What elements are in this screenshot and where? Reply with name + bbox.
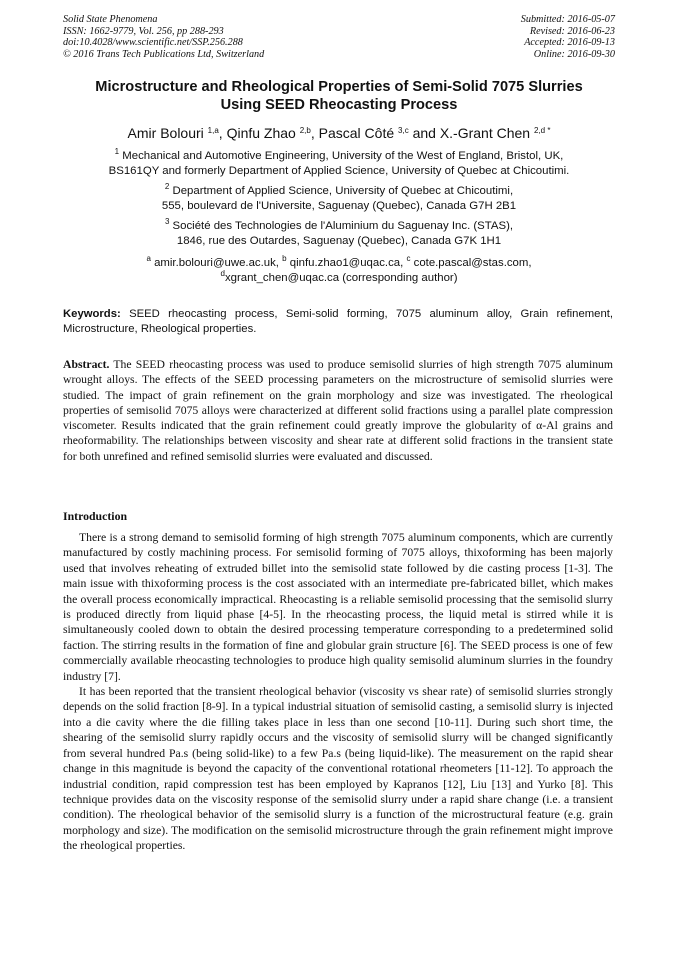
author-affiliation-mark: 1,a (207, 126, 219, 135)
issn-volume-pages: ISSN: 1662-9779, Vol. 256, pp 288-293 (63, 25, 224, 37)
affiliation-1 (40, 149, 638, 179)
online-date: Online: 2016-09-30 (533, 48, 615, 60)
keywords (63, 307, 613, 336)
affiliation-text: 1846, rue des Outardes, Saguenay (Quebec), Canada G7K 1H1 (176, 234, 502, 247)
affiliation-3 (40, 219, 638, 249)
journal-name: Solid State Phenomena (63, 14, 158, 25)
email-address: cote.pascal@stas.com, (410, 257, 532, 269)
author-affiliation-mark: 3,c (398, 126, 409, 135)
journal-header-right (521, 14, 615, 60)
revised-date: Revised: 2016-06-23 (529, 25, 615, 37)
section-heading-introduction: Introduction (63, 509, 128, 523)
author-name: Pascal Côté (318, 125, 395, 141)
email-mark: d (220, 268, 225, 278)
journal-header-left (63, 14, 264, 60)
author-emails (40, 256, 638, 286)
affiliation-number: 2 (164, 182, 170, 191)
affiliation-text: Department of Applied Science, University of Quebec at Chicoutimi, (169, 185, 514, 197)
paragraph: There is a strong demand to semisolid forming of high strength 7075 aluminum components, which are currently manufactured by costly machining process. For semisolid forming of 7075 alloys, thixoforming has been majorly used that involves reheating of extruded billet into the semisolid state followed by die casting process [1-3]. The main issue with thixoforming process is the cost associated with an intermediate pre-fabricated billet, which makes the overall process economically impractical. Rheocasting is a reliable semisolid processing that the semisolid slurry is produced directly from liquid phase [4-5]. In the rheocasting process, the liquid metal is stirred while it is simultaneously cooled down to obtain the desired processing temperature corresponding to a predetermined solid faction. The stirring results in the formation of fine and globular grain structure [6]. The SEED process is one of few commercially available rheocasting technologies to produce high quality semisolid aluminum slurries in the foundry industry [7]. (63, 531, 613, 683)
abstract-label: Abstract. (63, 358, 110, 371)
title-line-2: Using SEED Rheocasting Process (220, 97, 458, 113)
affiliation-text: 555, boulevard de l'Universite, Saguenay (Quebec), Canada G7H 2B1 (161, 199, 517, 212)
author-affiliation-mark: 2,b (299, 126, 311, 135)
email-mark: a (146, 254, 151, 263)
keywords-label: Keywords: (63, 308, 121, 320)
doi: doi:10.4028/www.scientific.net/SSP.256.288 (63, 37, 243, 49)
author-separator: , (218, 125, 227, 141)
author-name: Qinfu Zhao (226, 125, 296, 141)
affiliation-2 (40, 184, 638, 214)
paper-title (40, 78, 638, 114)
author-list (20, 124, 658, 142)
copyright: © 2016 Trans Tech Publications Ltd, Switzerland (63, 48, 265, 60)
paragraph: It has been reported that the transient rheological behavior (viscosity vs shear rate) of semisolid slurries strongly depends on the solid fraction [8-9]. In a typical industrial situation of semisolid casting, a semisolid slurry is injected into a die cavity where the die filling takes place in less than one second [10-11]. During such short time, the shearing of the semisolid slurry rapidly occurs and the viscosity of semisolid slurry will be changed significantly from several hundred Pa.s (being solid-like) to a few Pa.s (being liquid-like). The measurement on the rapid shear change in this magnitude is beyond the capacity of the conventional rotational rheometers [11-12]. To approach the industrial condition, rapid compression test has been employed by Kapranos [12], Liu [13] and Yurko [8]. This technique provides data on the viscosity response of the semisolid slurry under a rapid share change (i.e. a transient condition). The rheological behavior of the semisolid slurry is a function of the microstructural feature (e.g. grain morphology and size). The modification on the semisolid microstructure through the grain refinement might improve the rheological properties. (63, 685, 613, 853)
email-address: amir.bolouri@uwe.ac.uk, (150, 257, 283, 269)
email-mark: b (282, 254, 287, 263)
affiliation-number: 1 (114, 147, 120, 156)
introduction-body (63, 530, 613, 854)
email-address: xgrant_chen@uqac.ca (corresponding author) (224, 271, 458, 284)
author-name: Amir Bolouri (127, 125, 204, 141)
abstract (63, 357, 613, 464)
author-separator: , (310, 125, 319, 141)
affiliation-text: Société des Technologies de l'Aluminium du Saguenay Inc. (STAS), (169, 220, 514, 232)
abstract-text: The SEED rheocasting process was used to produce semisolid slurries of high strength 7075 aluminum wrought alloys. The effects of the SEED processing parameters on the microstructure of semisolid slurries were studied. The impact of grain refinement on the grain morphology and size was investigated. The rheological properties of semisolid 7075 alloys were characterized at different solid fractions using a parallel plate compression viscometer. Results indicated that the grain refinement could greatly improve the globularity of α-Al grains and rheoformability. The relationships between viscosity and shear rate at different solid fractions in the transient state for both unrefined and refined semisolid slurries were evaluated and discussed. (63, 358, 613, 463)
submitted-date: Submitted: 2016-05-07 (520, 14, 615, 25)
keywords-text: SEED rheocasting process, Semi-solid forming, 7075 aluminum alloy, Grain refinement, Microstructure, Rheological properties. (63, 308, 613, 335)
affiliation-text: BS161QY and formerly Department of Applied Science, University of Quebec at Chicoutimi. (108, 164, 570, 177)
author-name: X.-Grant Chen (439, 125, 531, 141)
title-line-1: Microstructure and Rheological Properties of Semi-Solid 7075 Slurries (95, 79, 583, 95)
email-mark: c (406, 254, 411, 263)
affiliation-number: 3 (164, 217, 170, 226)
author-separator: and (408, 125, 440, 141)
accepted-date: Accepted: 2016-09-13 (524, 37, 615, 49)
affiliation-text: Mechanical and Automotive Engineering, University of the West of England, Bristol, UK, (119, 150, 564, 162)
email-address: qinfu.zhao1@uqac.ca, (286, 257, 407, 269)
author-affiliation-mark: 2,d * (533, 126, 551, 135)
